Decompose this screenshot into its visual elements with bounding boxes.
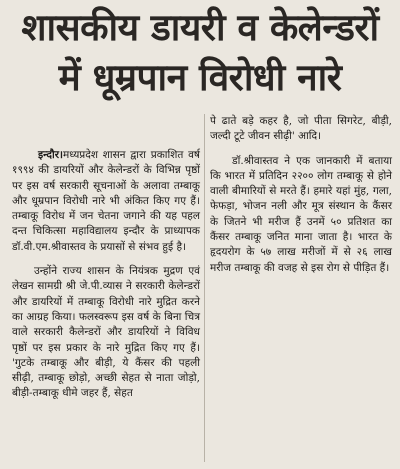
paragraph-text: मध्यप्रदेश शासन द्वारा प्रकाशित वर्ष १९९४ की डायरियों और केलेन्डरों के विभिन्न पृष्ठों पर इस वर्ष सरकारी सूचनाओं के अलावा तम्बाकू और धूम्रपान विरोधी नारे भी अंकित किए गए हैं। तम्बाकू विरोध में जन चेतना जगाने की यह पहल दन्त चिकित्सा महाविद्यालय इन्दौर के प्राध्यापक डॉ.वी.एम.श्रीवास्तव के प्रयासों से संभव हुई है। bbox=[12, 149, 200, 253]
article-paragraph: पे ढाते बड़े कहर है, जो पीता सिगरेट, बीड़ी, जल्दी टूटे जीवन सीढ़ी' आदि। bbox=[210, 115, 392, 143]
headline-line-1: शासकीय डायरी व केलेन्डरों bbox=[21, 6, 379, 49]
dateline: इन्दौर। bbox=[38, 149, 63, 161]
column-divider bbox=[204, 114, 205, 462]
headline-line-2: में धूम्रपान विरोधी नारे bbox=[58, 56, 342, 99]
article-column-left bbox=[12, 148, 200, 402]
article-paragraph bbox=[12, 148, 200, 255]
article-column-right bbox=[210, 114, 392, 276]
article-paragraph: डॉ.श्रीवास्तव ने एक जानकारी में बताया कि भारत में प्रतिदिन २२०० लोग तम्बाकू से होने वाली बीमारियों से मरते हैं। हमारे यहां मुंह, गला, फेफड़ा, भोजन नली और मूत्र संस्थान के कैंसर के जितने भी मरीज हैं उनमें ५० प्रतिशत का कैंसर तम्बाकू जनित माना जाता है। भारत के हृदयरोग के ५७ लाख मरीजों में से २६ लाख मरीज तम्बाकू की वजह से इस रोग से पीड़ित हैं। bbox=[210, 154, 392, 274]
article-paragraph: उन्होंने राज्य शासन के नियंत्रक मुद्रण एवं लेखन सामग्री श्री जे.पी.व्यास ने सरकारी केलेन्डरों और डायरियों में तम्बाकू विरोधी नारे मुद्रित करने का आग्रह किया। फलस्वरूप इस वर्ष के बिना चित्र वाले सरकारी कैलेन्डरों और डायरियों ने विविध पृष्ठों पर इस प्रकार के नारे मुद्रित किए गए हैं। 'गुटके तम्बाकू और बीड़ी, ये कैंसर की पहली सीढ़ी, तम्बाकू छोड़ो, अच्छी सेहत से नाता जोड़ो, बीड़ी-तम्बाकू धीमे जहर हैं, सेहत bbox=[12, 265, 200, 400]
